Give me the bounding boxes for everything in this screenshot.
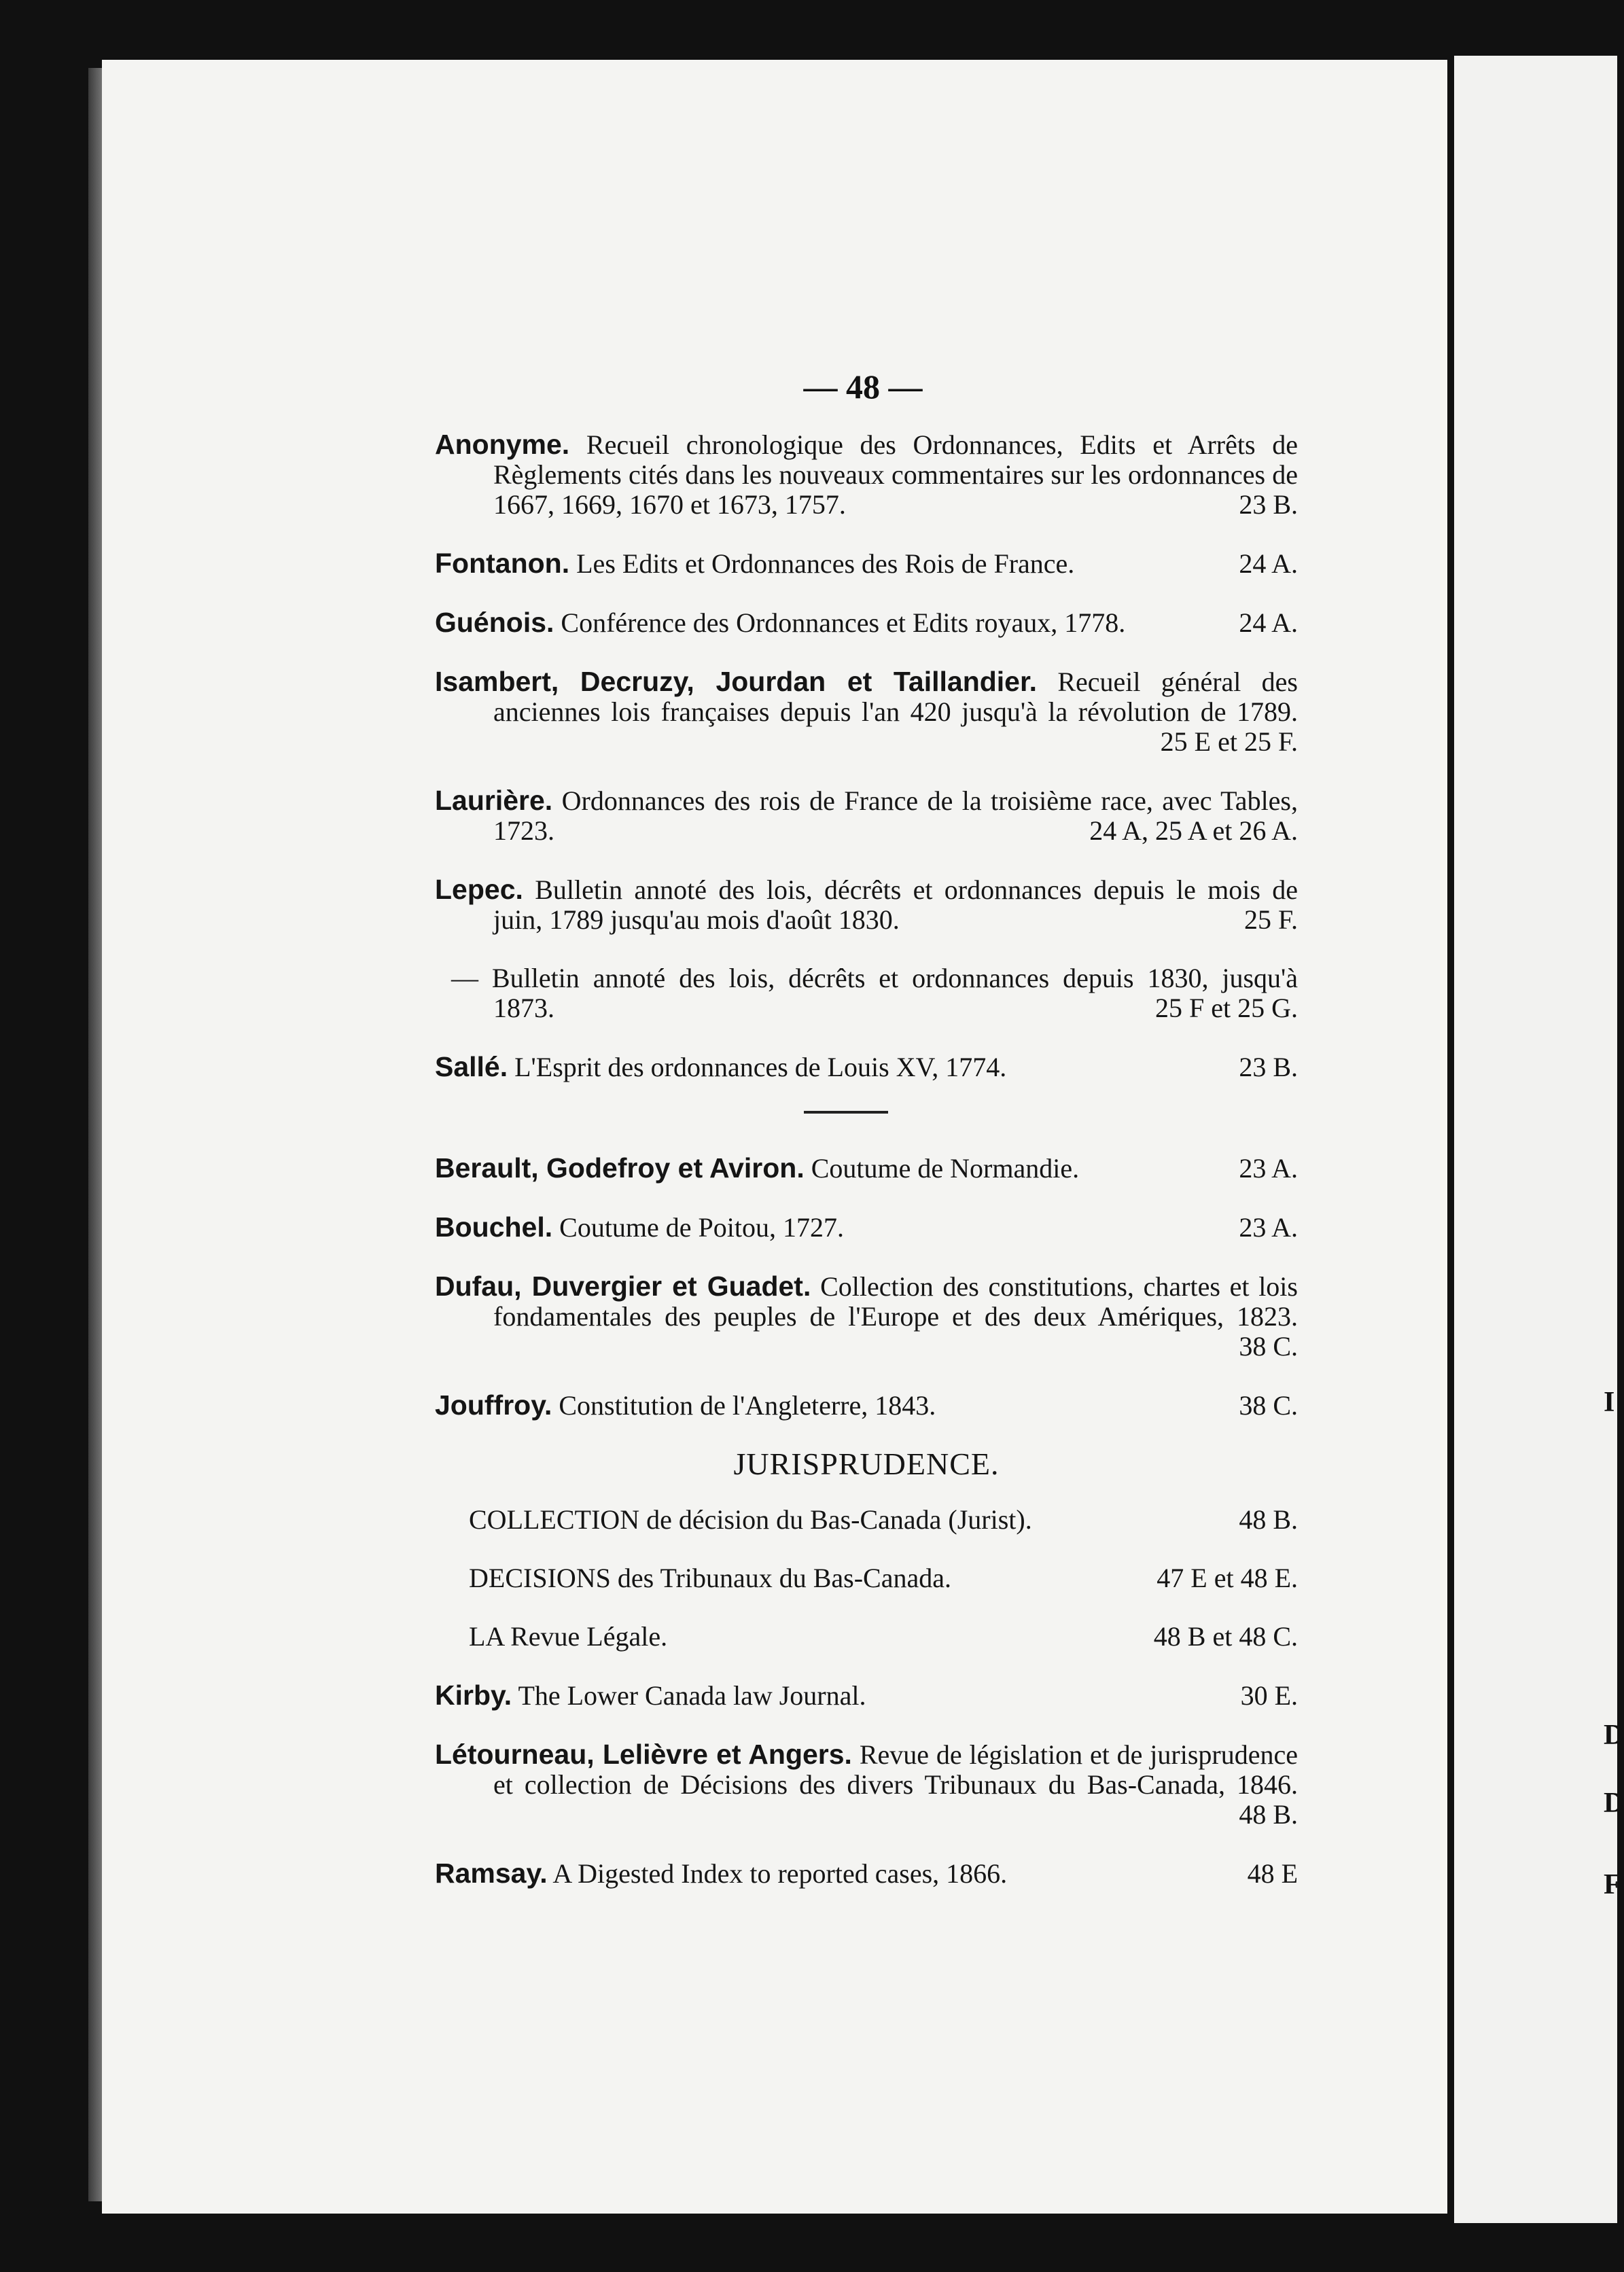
entry-author: Ramsay. bbox=[435, 1858, 548, 1889]
entry-author: Kirby. bbox=[435, 1680, 512, 1711]
entry-reference: 25 F. bbox=[1231, 905, 1298, 935]
bib-entry bbox=[435, 429, 1298, 520]
entry-reference: 48 B. bbox=[1225, 1505, 1298, 1535]
entry-author: Lepec. bbox=[435, 874, 523, 905]
entry-reference: 23 A. bbox=[1225, 1154, 1298, 1184]
bib-entry bbox=[435, 1680, 1298, 1711]
entry-reference: 24 A, 25 A et 26 A. bbox=[1076, 816, 1298, 846]
entry-text: COLLECTION de décision du Bas-Canada (Jurist). bbox=[469, 1504, 1032, 1535]
entry-reference: 47 E et 48 E. bbox=[1143, 1563, 1298, 1593]
entry-text: Collection des constitutions, chartes et lois fondamentales des peuples de l'Europe et des deux Amériques, 1823. bbox=[493, 1271, 1298, 1332]
facing-page-letter: D bbox=[1604, 1720, 1624, 1751]
entry-text: Recueil général des anciennes lois françaises depuis l'an 420 jusqu'à la révolution de 1789. bbox=[493, 667, 1298, 727]
entry-text: L'Esprit des ordonnances de Louis XV, 1774. bbox=[514, 1052, 1007, 1082]
entry-reference: 23 B. bbox=[1225, 490, 1298, 520]
entry-author: Dufau, Duvergier et Guadet. bbox=[435, 1271, 811, 1302]
bib-entry bbox=[435, 1153, 1298, 1184]
entry-text: Recueil chronologique des Ordonnances, Edits et Arrêts de Règlements cités dans les nouveaux commentaires sur les ordonnances de 1667, 1669, 1670 et 1673, 1757. bbox=[493, 429, 1298, 520]
entry-text: The Lower Canada law Journal. bbox=[518, 1680, 866, 1711]
entry-text: Constitution de l'Angleterre, 1843. bbox=[559, 1390, 936, 1421]
entry-reference: 48 B. bbox=[1225, 1800, 1298, 1830]
entry-text: Conférence des Ordonnances et Edits royaux, 1778. bbox=[561, 607, 1126, 638]
section-divider bbox=[804, 1111, 888, 1114]
bib-entry bbox=[435, 548, 1298, 579]
entry-reference: 25 F et 25 G. bbox=[1142, 993, 1298, 1023]
bib-entry bbox=[435, 607, 1298, 638]
entry-author: Létourneau, Lelièvre et Angers. bbox=[435, 1739, 852, 1770]
bib-entry bbox=[435, 1739, 1298, 1830]
entry-author: Jouffroy. bbox=[435, 1389, 552, 1421]
entry-text: Bulletin annoté des lois, décrêts et ordonnances depuis le mois de juin, 1789 jusqu'au mois d'août 1830. bbox=[493, 874, 1299, 935]
entry-text: Coutume de Poitou, 1727. bbox=[559, 1212, 845, 1243]
entry-reference: 23 A. bbox=[1225, 1213, 1298, 1243]
facing-page bbox=[1454, 56, 1617, 2223]
entry-author: Guénois. bbox=[435, 607, 554, 638]
entry-author: Bouchel. bbox=[435, 1211, 553, 1243]
bib-entry bbox=[435, 874, 1298, 935]
entry-dash: — bbox=[451, 963, 478, 993]
page-number: — 48 — bbox=[803, 368, 923, 406]
entry-text: Ordonnances des rois de France de la troisième race, avec Tables, 1723. bbox=[493, 785, 1298, 846]
entry-author: Anonyme. bbox=[435, 429, 570, 460]
entry-author: Fontanon. bbox=[435, 548, 570, 579]
entry-author: Sallé. bbox=[435, 1051, 508, 1082]
entry-author: Isambert, Decruzy, Jourdan et Taillandier. bbox=[435, 666, 1038, 697]
bib-entry bbox=[435, 1505, 1298, 1535]
entry-text: Les Edits et Ordonnances des Rois de France. bbox=[576, 548, 1075, 579]
entry-text: LA Revue Légale. bbox=[469, 1621, 668, 1652]
facing-page-letter: I bbox=[1604, 1387, 1615, 1418]
entry-author: Berault, Godefroy et Aviron. bbox=[435, 1152, 805, 1184]
bib-entry bbox=[435, 1390, 1298, 1421]
bib-entry bbox=[435, 1622, 1298, 1652]
bib-entry bbox=[435, 1563, 1298, 1593]
entry-reference: 48 B et 48 C. bbox=[1140, 1622, 1298, 1652]
entry-text: A Digested Index to reported cases, 1866. bbox=[552, 1858, 1008, 1889]
facing-page-letter: F bbox=[1604, 1869, 1621, 1900]
facing-page-letter: D bbox=[1604, 1788, 1624, 1819]
entry-reference: 24 A. bbox=[1225, 549, 1298, 579]
entry-reference: 23 B. bbox=[1225, 1052, 1298, 1082]
entry-text: Bulletin annoté des lois, décrêts et ordonnances depuis 1830, jusqu'à 1873. bbox=[491, 963, 1298, 1023]
entry-reference: 38 C. bbox=[1225, 1332, 1298, 1362]
section-title: JURISPRUDENCE. bbox=[733, 1446, 1000, 1481]
entry-text: Revue de législation et de jurisprudence et collection de Décisions des divers Tribunaux du Bas-Canada, 1846. bbox=[493, 1739, 1298, 1800]
bib-entry bbox=[435, 785, 1298, 846]
bib-entry bbox=[435, 1212, 1298, 1243]
bib-entry bbox=[435, 1271, 1298, 1362]
entry-reference: 25 E et 25 F. bbox=[1147, 727, 1298, 757]
entry-author: Laurière. bbox=[435, 785, 553, 816]
bib-entry bbox=[435, 963, 1298, 1023]
entry-reference: 48 E bbox=[1234, 1859, 1298, 1889]
entry-text: Coutume de Normandie. bbox=[811, 1153, 1080, 1184]
bibliography bbox=[435, 429, 1298, 1917]
entry-reference: 30 E. bbox=[1227, 1681, 1298, 1711]
entry-reference: 24 A. bbox=[1225, 608, 1298, 638]
entry-reference: 38 C. bbox=[1225, 1391, 1298, 1421]
bib-entry bbox=[435, 1858, 1298, 1889]
bib-entry bbox=[435, 667, 1298, 757]
entry-text: DECISIONS des Tribunaux du Bas-Canada. bbox=[469, 1563, 951, 1593]
bib-entry bbox=[435, 1052, 1298, 1082]
